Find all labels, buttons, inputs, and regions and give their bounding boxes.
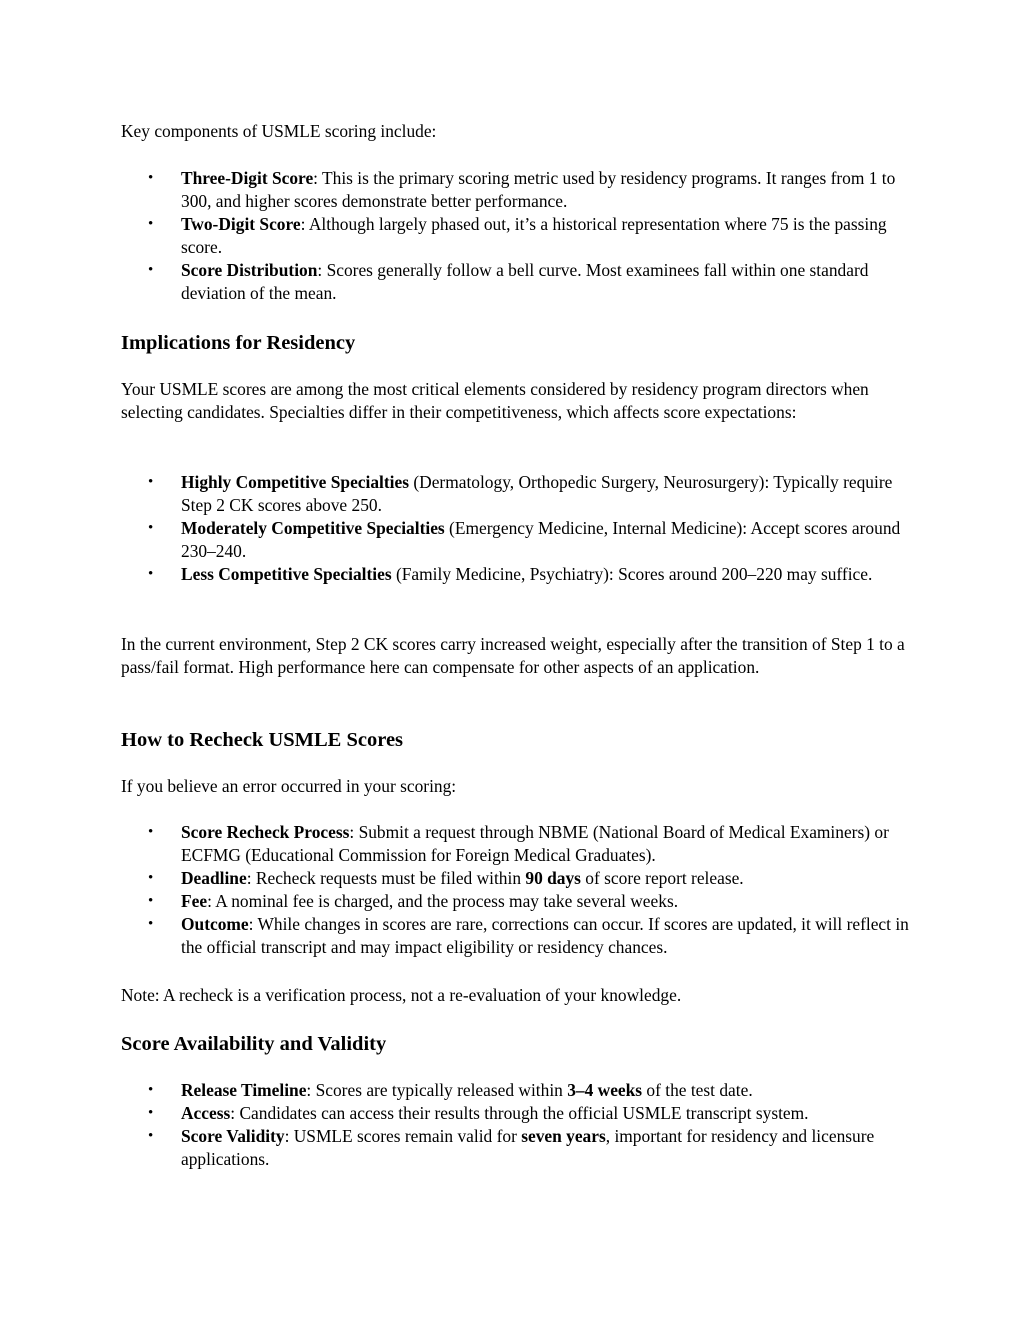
item-term: Two-Digit Score xyxy=(181,214,301,234)
item-text: (Dermatology, Orthopedic Surgery, Neurosurgery): Typically require Step 2 CK scores above 250. xyxy=(181,472,893,515)
list-item xyxy=(148,471,911,517)
availability-list xyxy=(148,1079,911,1171)
bullet-icon: • xyxy=(148,870,154,886)
item-text: (Emergency Medicine, Internal Medicine): Accept scores around 230–240. xyxy=(181,518,901,561)
item-text: : Submit a request through NBME (National Board of Medical Examiners) or ECFMG (Educational Commission for Foreign Medical Graduates). xyxy=(181,822,889,865)
list-item xyxy=(148,563,911,586)
bullet-icon: • xyxy=(148,262,154,278)
bullet-icon: • xyxy=(148,566,154,582)
bullet-icon: • xyxy=(148,1128,154,1144)
validity-value: seven years xyxy=(521,1126,606,1146)
list-item xyxy=(148,821,911,867)
item-term: Outcome xyxy=(181,914,249,934)
item-text: : While changes in scores are rare, corrections can occur. If scores are updated, it will reflect in the official transcript and may impact eligibility or residency chances. xyxy=(181,914,909,957)
list-item xyxy=(148,1102,911,1125)
list-item xyxy=(148,213,911,259)
availability-heading: Score Availability and Validity xyxy=(121,1033,387,1055)
list-item xyxy=(148,890,911,913)
item-text: : Recheck requests must be filed within xyxy=(246,868,526,888)
item-term: Three-Digit Score xyxy=(181,168,314,188)
bullet-icon: • xyxy=(148,474,154,490)
scoring-list xyxy=(148,167,911,305)
item-term: Access xyxy=(181,1103,231,1123)
item-term: Score Validity xyxy=(181,1126,285,1146)
bullet-icon: • xyxy=(148,216,154,232)
list-item xyxy=(148,517,911,563)
recheck-intro: If you believe an error occurred in your scoring: xyxy=(121,776,457,796)
item-text: : USMLE scores remain valid for xyxy=(284,1126,522,1146)
residency-list xyxy=(148,471,911,586)
item-term: Release Timeline xyxy=(181,1080,307,1100)
list-item xyxy=(148,867,911,890)
item-term: Score Distribution xyxy=(181,260,318,280)
residency-heading: Implications for Residency xyxy=(121,332,356,354)
item-term: Score Recheck Process xyxy=(181,822,350,842)
bullet-icon: • xyxy=(148,893,154,909)
recheck-heading: How to Recheck USMLE Scores xyxy=(121,729,404,751)
item-term: Highly Competitive Specialties xyxy=(181,472,409,492)
item-text: : Scores generally follow a bell curve. Most examinees fall within one standard deviation of the mean. xyxy=(181,260,869,303)
bullet-icon: • xyxy=(148,170,154,186)
bullet-icon: • xyxy=(148,1105,154,1121)
item-text: : Candidates can access their results through the official USMLE transcript system. xyxy=(230,1103,809,1123)
item-text: : A nominal fee is charged, and the process may take several weeks. xyxy=(207,891,679,911)
item-term: Less Competitive Specialties xyxy=(181,564,392,584)
item-text: , important for residency and licensure applications. xyxy=(181,1126,875,1169)
list-item xyxy=(148,167,911,213)
bullet-icon: • xyxy=(148,824,154,840)
item-text: (Family Medicine, Psychiatry): Scores around 200–220 may suffice. xyxy=(391,564,873,584)
release-value: 3–4 weeks xyxy=(567,1080,643,1100)
residency-intro: Your USMLE scores are among the most critical elements considered by residency program directors when selecting candidates. Specialties differ in their competitiveness, which affects score expectations: xyxy=(121,379,869,422)
item-text: : Scores are typically released within xyxy=(306,1080,568,1100)
item-term: Fee xyxy=(181,891,208,911)
recheck-list xyxy=(148,821,911,959)
item-term: Moderately Competitive Specialties xyxy=(181,518,445,538)
item-text: : Although largely phased out, it’s a historical representation where 75 is the passing score. xyxy=(181,214,887,257)
scoring-intro: Key components of USMLE scoring include: xyxy=(121,121,437,141)
bullet-icon: • xyxy=(148,520,154,536)
list-item xyxy=(148,259,911,305)
residency-closing: In the current environment, Step 2 CK scores carry increased weight, especially after the transition of Step 1 to a pass/fail format. High performance here can compensate for other aspects of an application. xyxy=(121,634,905,677)
bullet-icon: • xyxy=(148,916,154,932)
list-item xyxy=(148,1079,911,1102)
list-item xyxy=(148,1125,911,1171)
item-term: Deadline xyxy=(181,868,247,888)
bullet-icon: • xyxy=(148,1082,154,1098)
item-text: of score report release. xyxy=(580,868,744,888)
item-text: of the test date. xyxy=(642,1080,753,1100)
deadline-value: 90 days xyxy=(525,868,581,888)
recheck-note: Note: A recheck is a verification process, not a re-evaluation of your knowledge. xyxy=(121,985,682,1005)
list-item xyxy=(148,913,911,959)
item-text: : This is the primary scoring metric used by residency programs. It ranges from 1 to 300, and higher scores demonstrate better performance. xyxy=(181,168,896,211)
